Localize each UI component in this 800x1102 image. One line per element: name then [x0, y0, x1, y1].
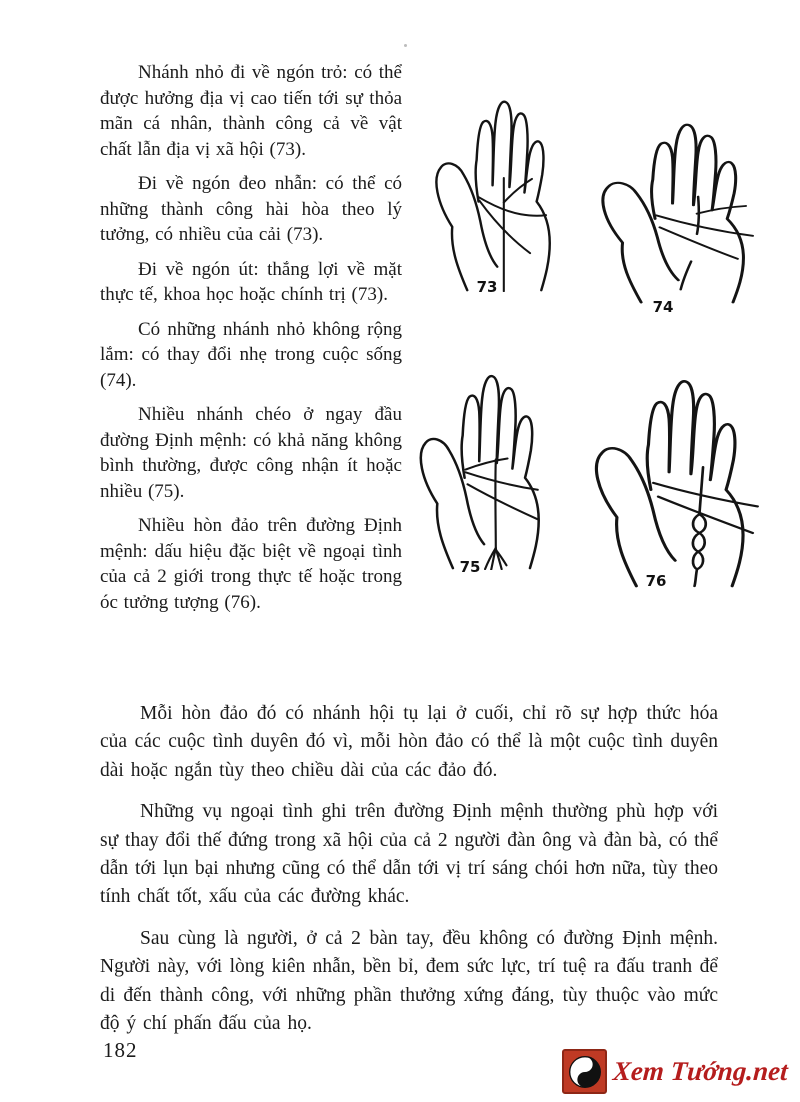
palm-diagram-76-icon: [583, 362, 777, 588]
figure-75-label: 75: [459, 558, 481, 576]
figure-75: [410, 358, 566, 576]
palm-diagram-74-icon: [590, 108, 776, 304]
paragraph-small-branches: Có những nhánh nhỏ không rộng lắm: có thay đổi nhẹ trong cuộc sống (74).: [100, 318, 402, 391]
figure-76-label: 76: [645, 572, 667, 590]
paragraph-little-finger: Đi về ngón út: thắng lợi về mặt thực tế, khoa học hoặc chính trị (73).: [100, 258, 402, 305]
palm-diagram-75-icon: [410, 358, 566, 570]
figure-74: [590, 108, 776, 316]
paragraph-ring-finger: Đi về ngón đeo nhẫn: có thể có những thành công hài hòa theo lý tưởng, có nhiều của cải (73).: [100, 173, 402, 245]
yin-yang-icon: [562, 1049, 607, 1094]
figure-76: [583, 362, 777, 590]
watermark-text[interactable]: Xem Tướng.net: [612, 1056, 790, 1086]
palm-diagram-73-icon: [426, 84, 576, 292]
paragraph-crossed-branches: Nhiều nhánh chéo ở ngay đầu đường Định mệnh: có khả năng không bình thường, được công nhận ít hoặc nhiều (75).: [100, 404, 402, 502]
figure-73-label: 73: [476, 278, 498, 296]
page-number: 182: [103, 1038, 138, 1062]
paragraph-index-finger: Nhánh nhỏ đi về ngón trỏ: có thể được hưởng địa vị cao tiến tới sự thỏa mãn cá nhân, thành công cả về vật chất lẫn địa vị xã hội (73).: [100, 62, 402, 160]
figure-74-label: 74: [652, 298, 674, 316]
figures-area: [400, 0, 800, 700]
bottom-text-block: [100, 700, 718, 1051]
paragraph-island-meaning: Mỗi hòn đảo đó có nhánh hội tụ lại ở cuối, chỉ rõ sự hợp thức hóa của các cuộc tình duyên đó vì, mỗi hòn đảo có thể là một cuộc tình duyên dài hoặc ngắn tùy theo chiều dài của các đảo đó.: [100, 703, 718, 781]
paragraph-islands: Nhiều hòn đảo trên đường Định mệnh: dấu hiệu đặc biệt về ngoại tình của cả 2 giới trong thực tế hoặc trong óc tưởng tượng (76).: [100, 515, 402, 613]
paragraph-affairs: Những vụ ngoại tình ghi trên đường Định mệnh thường phù hợp với sự thay đổi thế đứng trong xã hội của cả 2 người đàn ông và đàn bà, có thể dẫn tới lụn bại nhưng cũng có thể dẫn tới vị trí sáng chói hơn nữa, tùy theo tính chất tốt, xấu của các đường khác.: [100, 801, 718, 908]
paragraph-no-fate-line: Sau cùng là người, ở cả 2 bàn tay, đều không có đường Định mệnh. Người này, với lòng kiên nhẫn, bền bỉ, đem sức lực, trí tuệ ra đấu tranh để di đến thành công, với những phần thưởng xứng đáng, tùy thuộc vào mức độ ý chí phấn đấu của họ.: [100, 927, 718, 1035]
figure-73: [426, 84, 576, 296]
watermark[interactable]: [562, 1049, 788, 1094]
left-text-column: [100, 60, 402, 624]
